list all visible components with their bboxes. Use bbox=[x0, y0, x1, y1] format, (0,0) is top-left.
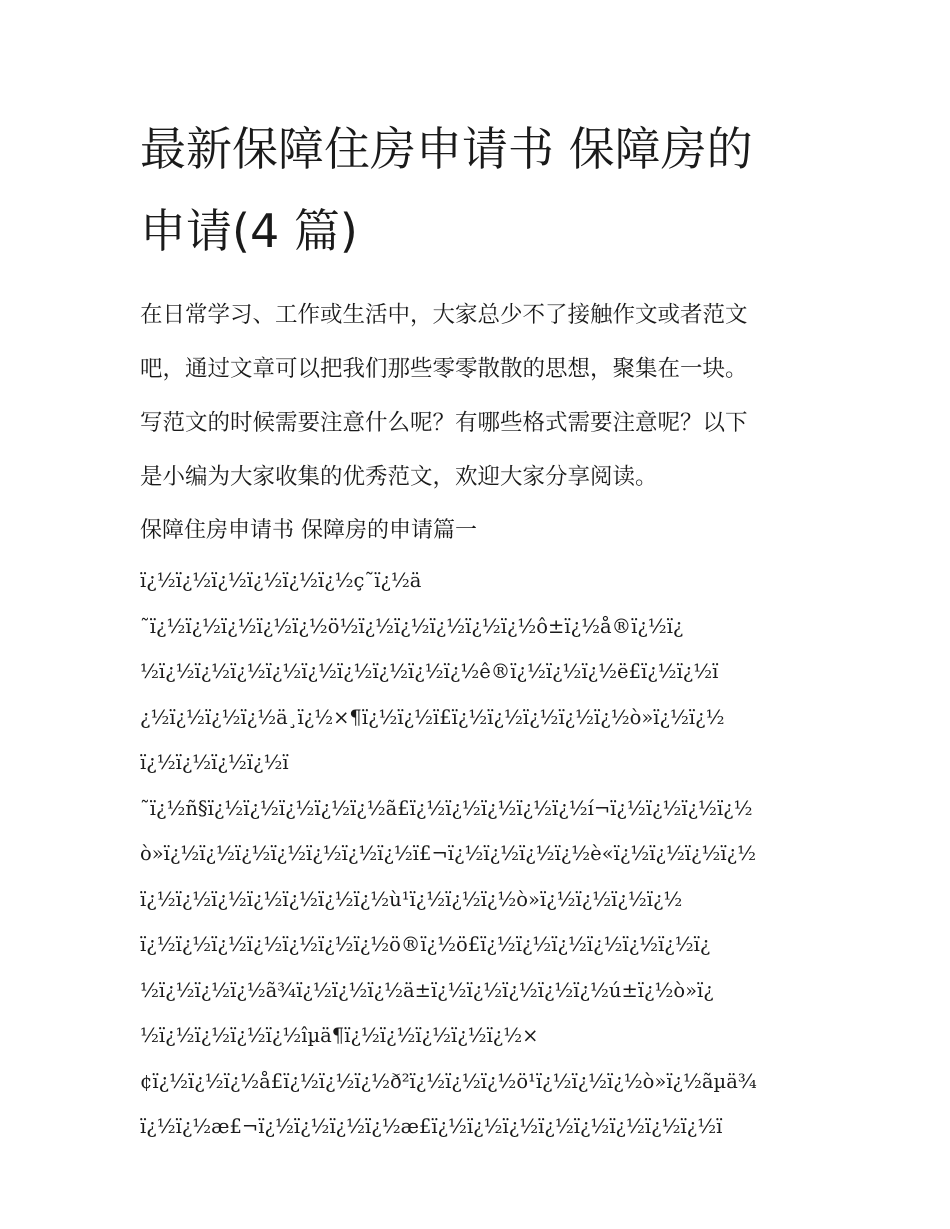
garbled-line: ò»ï¿½ï¿½ï¿½ï¿½ï¿½ï¿½ï¿½ï£¬ï¿½ï¿½ï¿½ï¿½è«ï¿½ï¿½ï¿½ï¿½ bbox=[140, 842, 756, 865]
garbled-body-text bbox=[140, 558, 812, 1150]
garbled-line: ˜ï¿½ï¿½ï¿½ï¿½ï¿½ö½ï¿½ï¿½ï¿½ï¿½ï¿½ô±ï¿½å®ï¿½ï¿ bbox=[140, 614, 684, 638]
garbled-line: ï¿½ï¿½ï¿½ï¿½ï¿½ï¿½ï¿½ö®ï¿½ö£ï¿½ï¿½ï¿½ï¿½ï¿½ï¿½ï¿ bbox=[140, 933, 711, 956]
intro-line: 在日常学习、工作或生活中，大家总少不了接触作文或者范文 bbox=[140, 302, 748, 328]
title-line: 申请(4 篇) bbox=[140, 204, 358, 258]
garbled-line: ˜ï¿½ñ§ï¿½ï¿½ï¿½ï¿½ï¿½ã£ï¿½ï¿½ï¿½ï¿½ï¿½í¬ï¿½ï¿½ï¿½ï¿½ bbox=[140, 796, 753, 820]
garbled-line: ¢ï¿½ï¿½ï¿½å£ï¿½ï¿½ï¿½ð²ï¿½ï¿½ï¿½ö¹ï¿½ï¿½ï¿½ò»ï¿½ãµä¾ bbox=[140, 1069, 757, 1093]
title-line: 最新保障住房申请书 保障房的 bbox=[140, 122, 753, 176]
intro-line: 写范文的时候需要注意什么呢？有哪些格式需要注意呢？以下 bbox=[140, 410, 748, 436]
garbled-line: ï¿½ï¿½ï¿½ï¿½ï¿½ï¿½ç˜ï¿½ä bbox=[140, 569, 422, 592]
section-heading: 保障住房申请书 保障房的申请篇一 bbox=[140, 518, 477, 543]
garbled-line: ï¿½ï¿½ï¿½ï¿½ï bbox=[140, 751, 289, 774]
garbled-line: ï¿½ï¿½æ£¬ï¿½ï¿½ï¿½ï¿½æ£ï¿½ï¿½ï¿½ï¿½ï¿½ï¿½ï¿½ï¿½ï bbox=[140, 1115, 723, 1138]
garbled-line: ï¿½ï¿½ï¿½ï¿½ï¿½ï¿½ï¿½ù¹ï¿½ï¿½ï¿½ò»ï¿½ï¿½ï¿½ï¿½ bbox=[140, 887, 683, 911]
intro-line: 吧，通过文章可以把我们那些零零散散的思想，聚集在一块。 bbox=[140, 356, 748, 382]
intro-paragraph bbox=[140, 288, 812, 504]
document-title bbox=[140, 108, 812, 272]
garbled-line: ½ï¿½ï¿½ï¿½ã¾ï¿½ï¿½ï¿½ä±ï¿½ï¿½ï¿½ï¿½ï¿½ú±ï¿½ò»ï¿ bbox=[140, 978, 714, 1002]
garbled-line: ½ï¿½ï¿½ï¿½ï¿½îµä¶ï¿½ï¿½ï¿½ï¿½ï¿½× bbox=[140, 1024, 539, 1047]
intro-line: 是小编为大家收集的优秀范文，欢迎大家分享阅读。 bbox=[140, 464, 658, 490]
garbled-line: ¿½ï¿½ï¿½ï¿½ä¸ï¿½×¶ï¿½ï¿½ï£ï¿½ï¿½ï¿½ï¿½ï¿½ò»ï¿½ï¿½ bbox=[140, 705, 725, 729]
garbled-line: ½ï¿½ï¿½ï¿½ï¿½ï¿½ï¿½ï¿½ï¿½ï¿½ê®ï¿½ï¿½ï¿½ë£ï¿½ï¿½ï bbox=[140, 660, 719, 683]
document-page bbox=[140, 108, 812, 1150]
